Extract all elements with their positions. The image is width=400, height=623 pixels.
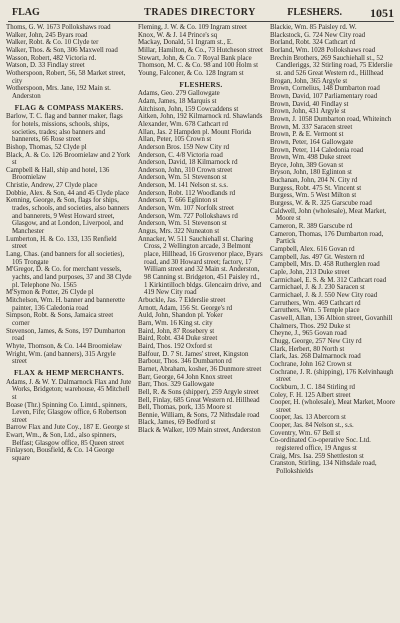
directory-entry: Anderson, M. 141 Nelson st. s.s. xyxy=(138,182,228,190)
directory-entry: Fleming, J. W. & Co. 109 Ingram street xyxy=(138,24,247,31)
directory-entry: Arbuckle, Jas. 7 Elderslie street xyxy=(138,296,226,304)
directory-entry: Adams, Geo. 279 Gallowgate xyxy=(138,90,220,98)
directory-entry: Caple, John, 213 Duke street xyxy=(270,269,350,276)
directory-entry: Bell, R. & Sons (shipper), 259 Argyle street xyxy=(138,388,259,396)
column-2 xyxy=(138,24,264,621)
directory-entry: Brown, Wm. 498 Duke street xyxy=(270,154,352,162)
directory-entry: Borland, Robt. 324 Cathcart rd xyxy=(270,39,356,47)
directory-entry: Barn, Wm. 16 King st. city xyxy=(138,319,213,327)
header-right: FLESHERS. xyxy=(287,7,342,18)
directory-entry: Stewart, John, & Co. 7 Royal Bank place xyxy=(138,54,252,62)
directory-entry: Brown, Peter, 114 Caledonia road xyxy=(270,146,364,154)
directory-entry: Brown, Cornelius, 148 Dumbarton road xyxy=(270,85,380,93)
directory-entry: Aitchison, John, 159 Cowcaddens st xyxy=(138,105,239,113)
directory-entry: Caldwell, John (wholesale), Meat Market, Moore st xyxy=(270,207,387,223)
directory-entry: Allan, Jas. 2 Hampden pl. Mount Florida xyxy=(138,128,252,136)
column-3 xyxy=(270,24,396,621)
directory-entry: Anderson, Robt. 112 Woodlands rd xyxy=(138,189,236,197)
directory-entry: Anderson, C. 4/8 Victoria road xyxy=(138,151,223,159)
directory-entry: Thoms, G. W. 1673 Pollokshaws road xyxy=(6,24,111,31)
directory-entry: Millar, Hamilton, & Co., 73 Hutcheson street xyxy=(138,46,263,54)
directory-entry: Boase (Thr.) Spinning Co. Limtd., spinners, Leven, Fife; Glasgow office, 6 Robertson street xyxy=(6,401,127,424)
directory-entry: Wright, Wm. (and banners), 315 Argyle street xyxy=(6,350,116,366)
directory-entry: Bennie, William, & Sons, 72 Nithsdale road xyxy=(138,411,260,419)
directory-entry: Blackstock, G. 724 New City road xyxy=(270,31,366,39)
directory-entry: Campbell, Mrs. D. 458 Rutherglen road xyxy=(270,261,380,269)
directory-entry: Auld, John, Shandon pl. Yoker xyxy=(138,312,223,320)
directory-entry: Stevenson, James, & Sons, 197 Dumbarton road xyxy=(6,327,126,343)
header-left: FLAG xyxy=(12,7,40,18)
directory-entry: Arnott, Adam, 156 St. George's rd xyxy=(138,304,233,312)
directory-entry: Wotherspoon, Robert, 56, 58 Market street, city xyxy=(6,69,126,85)
directory-entry: Baird, John, 87 Rosebery st xyxy=(138,327,215,335)
directory-entry: Barrow Flax and Jute Coy., 187 E. George st xyxy=(6,424,130,432)
section-heading: FLAX & HEMP MERCHANTS. xyxy=(13,367,125,377)
directory-entry: Anderson, T. 666 Eglinton st xyxy=(138,197,218,205)
directory-entry: Baird, Thos. 192 Oxford st xyxy=(138,342,213,350)
directory-entry: Lang, Chas. (and banners for all societies), 105 Trongate xyxy=(6,251,125,266)
directory-entry: Brown, John, 431 Argyle st xyxy=(270,108,346,116)
section-heading: FLAG & COMPASS MAKERS. xyxy=(14,102,124,112)
directory-entry: Bell, Thomas, pork, 135 Moore st xyxy=(138,404,232,412)
directory-entry: Chugg, George, 257 New City rd xyxy=(270,337,362,345)
directory-entry: Craig, Mrs. Isa. 259 Shettleston st xyxy=(270,452,364,460)
directory-entry: Barnet, Abraham, kosher, 36 Dunmore street xyxy=(138,365,262,373)
columns xyxy=(6,24,396,621)
page-number: 1051 xyxy=(370,6,394,20)
directory-entry: Brown, P. & E. Vermont st xyxy=(270,131,344,139)
directory-entry: Blackie, Wm. 85 Paisley rd. W. xyxy=(270,24,357,31)
directory-entry: Coley, F. H. 125 Albert street xyxy=(270,391,351,399)
directory-entry: Simpson, Robt. & Sons, Jamaica street corner xyxy=(6,312,114,327)
directory-entry: Balfour, D. 7 St. James' street, Kingston xyxy=(138,350,249,358)
section-heading: FLESHERS. xyxy=(179,79,223,89)
directory-entry: Campbell, Alex. 616 Govan rd xyxy=(270,246,355,254)
directory-entry: Bell, Finlay, 685 Great Western rd. Hillhead xyxy=(138,396,260,404)
directory-entry: Clark, Jas. 268 Dalmarnock road xyxy=(270,353,361,361)
directory-entry: Carmichael, E. S. & M. 312 Cathcart road xyxy=(270,276,387,284)
directory-entry: Kenning, George, & Son, flags for ships, trades, schools, and societies, also banners and bannerets, 9 West Howard street, Glasgow, and at London, Liverpool, and Manchester xyxy=(6,197,130,236)
directory-entry: M'Symon & Potter, 26 Clyde pl xyxy=(6,289,94,297)
directory-entry: Anderson, Wm. 51 Stevenson st xyxy=(138,220,227,228)
directory-entry: Cooper, Jas. 84 Nelson st., s.s. xyxy=(270,422,354,430)
directory-entry: Cochrane, J. R. (shipping), 176 Kelvinhaugh street xyxy=(270,368,394,384)
header-title: TRADES DIRECTORY xyxy=(144,7,256,18)
directory-entry: Anderson, Wm. 51 Stevenson st xyxy=(138,174,227,182)
directory-entry: Bryce, John, 389 Govan st xyxy=(270,161,344,169)
directory-entry: Finlayson, Bousfield, & Co. 14 George square xyxy=(6,447,115,463)
directory-entry: Cockburn, J. C. 184 Stirling rd xyxy=(270,383,355,391)
directory-entry: Co-ordinated Co-operative Soc. Ltd. registered office, 19 Angus st xyxy=(270,437,371,453)
directory-entry: Cooper, Jas. 13 Abercorn st xyxy=(270,414,346,422)
directory-entry: Bishop, Thomas, 52 Clyde pl xyxy=(6,143,87,151)
directory-entry: Brown, J. 1058 Dumbarton road, Whiteinch xyxy=(270,115,392,123)
directory-entry: Cooper, H. (wholesale), Meat Market, Moore street xyxy=(270,399,396,414)
directory-entry: Anderson, Wm. 727 Pollokshaws rd xyxy=(138,212,238,220)
directory-entry: Wotherspoon, Mrs. Jane, 192 Main st. Anderston xyxy=(6,85,111,100)
directory-entry: Barlow, T. C. flag and banner maker, flags for hotels, missions, schools, ships, societies, trades; also banners and bannerets, 66 Rose street xyxy=(6,113,123,144)
directory-entry: Christie, Andrew, 27 Clyde place xyxy=(6,182,98,190)
directory-entry: Walker, Thos. & Son, 306 Maxwell road xyxy=(6,46,118,54)
directory-entry: Carruthers, Wm. 469 Cathcart rd xyxy=(270,299,361,307)
directory-entry: Bryson, John, 180 Eglinton st xyxy=(270,169,352,177)
directory-entry: Alexander, Wm. 678 Cathcart rd xyxy=(138,120,228,128)
directory-entry: Walker, Robt. & Co. 10 Clyde ter xyxy=(6,39,99,47)
directory-entry: Caswell, Allan, 136 Albion street, Govanhill xyxy=(270,314,393,322)
directory-entry: Carruthers, Wm. 5 Temple place xyxy=(270,307,360,315)
directory-entry: Campbell & Hall, ship and hotel, 136 Broomielaw xyxy=(6,166,110,182)
directory-entry: Black, A. & Co. 126 Broomielaw and 2 York st xyxy=(6,151,131,167)
directory-entry: Cameron, R. 389 Garscube rd xyxy=(270,223,353,231)
directory-entry: Burgess, Wm. 5 West Milton st xyxy=(270,192,357,200)
directory-entry: Barr, George, 64 John Knox street xyxy=(138,373,233,381)
directory-entry: Clark, Herbert, 80 North st xyxy=(270,345,345,353)
directory-entry: Anderson, John, 310 Crown street xyxy=(138,166,233,174)
directory-entry: Angus, Mrs. 322 Nuneaton st xyxy=(138,228,220,236)
directory-entry: Whyte, Thomson, & Co. 144 Broomielaw xyxy=(6,342,122,350)
directory-entry: Annacker, W. 511 Sauchiehall st. Charing Cross, 2 Wellington arcade, 3 Belmont place, Hillhead, 16 Grosvenor place, Byars road, and 30 Howard street; factory, 17 William street and 32 Main st. Anderston, 98 Canning st. Bridgeton, 451 Paisley rd., 1 Kirkintilloch bldgs. Glencairn drive, and 419 New City road xyxy=(138,235,263,297)
directory-entry: Knox, W. & J. 14 Prince's sq xyxy=(138,31,218,39)
directory-entry: Carmichael, J. & J. 550 New City road xyxy=(270,291,378,299)
directory-entry: Brown, David, 107 Parliamentary road xyxy=(270,92,378,100)
directory-entry: Burgess, W. & R. 325 Garscube road xyxy=(270,200,372,208)
directory-entry: Adam, James, 18 Marquis st xyxy=(138,97,217,105)
directory-entry: Black, James, 69 Bedford st xyxy=(138,419,216,427)
directory-entry: Thomson, M. C. & Co. 98 and 100 Holm st xyxy=(138,62,259,70)
directory-entry: Walker, John, 245 Byars road xyxy=(6,31,88,39)
directory-entry: Cameron, Thomas, 176 Dumbarton road, Partick xyxy=(270,230,384,246)
directory-entry: M'Gregor, D. & Co. for merchant vessels, yachts, and land purposes, 37 and 38 Clyde pl. Telephone No. 1565 xyxy=(6,266,132,289)
directory-entry: Cheyne, J., 965 Govan road xyxy=(270,330,347,338)
directory-entry: Anderson, David, 18 Kilmarnock rd xyxy=(138,159,238,167)
directory-entry: Brogan, John, 365 Argyle st xyxy=(270,77,348,85)
directory-entry: Barr, Thos. 329 Gallowgate xyxy=(138,381,215,389)
directory-entry: Barbour, Thos. 346 Dumbarton rd xyxy=(138,358,232,366)
directory-entry: Mackay, Donald, 51 Ingram st., E. xyxy=(138,39,233,47)
directory-entry: Cochrane, John 162 Crown st xyxy=(270,360,352,368)
running-head xyxy=(0,6,400,20)
directory-entry: Dobbie, Alex. & Son, 44 and 45 Clyde place xyxy=(6,189,130,197)
directory-entry: Lumberton, H. & Co. 133, 135 Renfield street xyxy=(6,235,117,251)
directory-entry: Coventry, Wm. 67 Bell st xyxy=(270,429,341,437)
directory-entry: Carmichael, J. & J. 230 Saracen st xyxy=(270,284,365,292)
directory-entry: Young, Falconer, & Co. 128 Ingram st xyxy=(138,69,244,77)
directory-entry: Anderson Bros. 159 New City rd xyxy=(138,143,230,151)
directory-entry: Burgess, Robt. 475 St. Vincent st xyxy=(270,184,362,192)
directory-entry: Brown, M. 337 Saracen street xyxy=(270,123,353,131)
directory-entry: Ewart, Wm., & Son, Ltd., also spinners, Belfast; Glasgow office, 85 Queen street xyxy=(6,432,125,447)
directory-entry: Black & Walker, 109 Main street, Anderston xyxy=(138,427,261,435)
header-rule xyxy=(8,21,394,22)
directory-entry: Chalmers, Thos. 292 Duke st xyxy=(270,322,351,330)
directory-entry: Watson, D. 33 Findlay street xyxy=(6,62,85,70)
directory-entry: Adams, J. & W. Y. Dalmarnock Flax and Jute Works, Bridgeton; warehouse, 45 Mitchell st xyxy=(6,378,132,401)
column-1 xyxy=(6,24,132,621)
directory-entry: Baird, Robt. 434 Duke street xyxy=(138,335,218,343)
directory-entry: Anderson, Wm. 107 Norfolk street xyxy=(138,205,234,213)
directory-entry: Campbell, Jas. 497 Gt. Western rd xyxy=(270,253,365,261)
directory-entry: Brown, Peter, 164 Gallowgate xyxy=(270,138,354,146)
directory-entry: Wasson, Robert, 482 Victoria rd. xyxy=(6,54,97,62)
directory-entry: Mitchelson, Wm. H. banner and bannerette painter, 136 Caledonia road xyxy=(6,296,125,312)
directory-entry: Brechin Brothers, 269 Sauchiehall st., 52 Candleriggs, 32 Stirling road, 75 Elderslie st. and 526 Great Western rd., Hillhead xyxy=(270,54,393,77)
directory-entry: Borland, Wm. 1028 Pollokshaws road xyxy=(270,46,376,54)
directory-entry: Cranston, Stirling, 134 Nithsdale road, Pollokshields xyxy=(270,460,377,476)
directory-entry: Brown, David, 40 Findlay st xyxy=(270,100,349,108)
directory-entry: Aitken, John, 192 Kilmarnock rd. Shawlands xyxy=(138,113,263,121)
directory-entry: Buchanan, John, 204 N. City rd xyxy=(270,177,358,185)
directory-entry: Allan, Peter, 105 Crown st xyxy=(138,136,212,144)
